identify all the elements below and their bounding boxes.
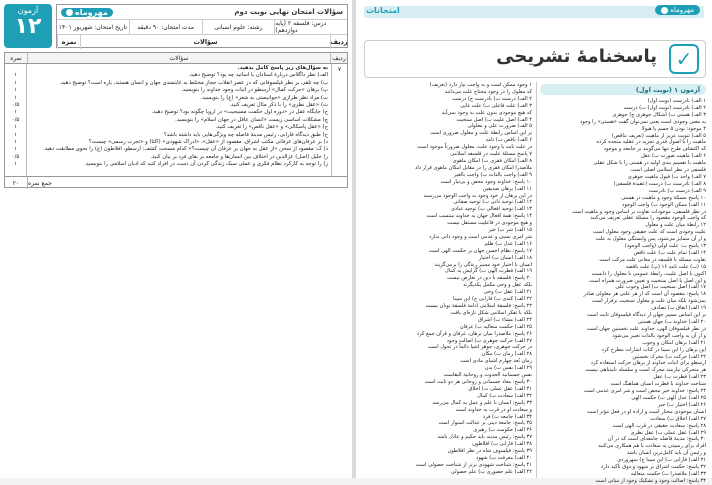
answer-line: ارسطو برای اثبات خداوند از برهان حرکت استفاده کرد [590,360,706,367]
answer-line: ۱ وجود ممکن است و به واجب نیاز دارد (تعریف) [429,82,532,88]
answer-line: ۱۳ الف) توحید افعالی ب) توحید عبادی [450,206,532,213]
score-cell: ۱ [14,139,17,146]
answer-line: ۳۴ پاسخ: اصالت وجود و تشکیک وجود از مبانی است [595,477,706,484]
answer-line: ۲۱ الف) عقل ب) وحی [483,289,532,296]
question-number: ۷ [331,64,347,176]
answer-line: ۵ الف) ثنویت عزیز از ماهیت (تعریف تناقض) [611,132,706,139]
answer-line: هر متحرکی نیازمند محرک است و سلسله نامتناهی نیست [585,367,706,374]
q-row-head: ردیف [330,53,347,63]
answer-line: زمان بُعد چهارم اشیای مادی است [460,358,532,365]
answer-line: ۲۰ پاسخ: فلسفه با دین در تعارض نیست [447,275,532,282]
exam-info-row [57,20,347,35]
answer-line: ۳۸ الف) فارابی ب) افلاطون [472,441,532,448]
score-cell: ۱ [14,146,17,153]
score-cell: ۱ [14,79,17,86]
answer-line: و رئیس آن باید کامل‌ترین انسان باشد [627,450,706,457]
answer-line: که هیچ موجودی بدون علت به وجود نمی‌آید [441,109,532,116]
question-line: چ) مشکلات اساسی زیست «انسان عاقل در جهان اسلام» را بنویسید. [175,116,328,123]
answer-line: ۲۸ الف) زمان ب) مکان [481,351,532,358]
answer-line: بر این اساس رابطهٔ علت و معلول ضروری است [430,130,532,137]
answer-line: ۲۳ پاسخ: فلسفهٔ اسلامی ادامهٔ فلسفهٔ یونان نیست [425,303,532,309]
answer-line: ۱۱ الف) برهان صدیقین [482,185,532,192]
total-row [5,176,347,189]
answer-line: ۱۲ رابطهٔ میان علت و معلول [645,222,706,229]
publisher-logo [61,8,113,17]
answer-line: ۵ الف) ضرورت علی و معلولی [467,123,532,130]
answer-line: ۳۰ پاسخ: مدینهٔ فاضله جامعه‌ای است که در آن [607,436,706,443]
answer-line: ۱۹ الف) فطرت الهی ب) گرایش به کمال [445,268,532,275]
logo-text: مهروماه [75,7,108,17]
answer-line: ۱۹ الف) اتفاق ب) تصادف [651,305,706,312]
answer-line: در این برهان از خود وجود به واجب الوجود می‌رسند [423,192,532,199]
score-cell: ۱ [14,87,17,94]
answer-line: بلکه با تفکر اسلامی شکل تازه‌ای یافت [450,309,532,316]
exam-info-cell: رشته: علوم انسانی [202,20,275,34]
answer-line: ۲۲ الف) حرکت ب) محرک نخستین [632,353,706,360]
answer-line: و از آن متمایز می‌شود، پس وابستگی معلول به علت [595,236,706,243]
exam-info-cell: درس: فلسفه ۲ (پایه دوازدهم) [274,20,347,34]
answer-line: ۲۰ الف) خداوند ب) جهان هستی [637,319,706,325]
answer-line: ۳۷ پاسخ: رئیس مدینه باید حکیم و عادل باشد [437,434,532,441]
answer-line: علیت وجودی است که علت حقیقی وجود معلول است [593,229,706,236]
answer-line: فلسفی در نظر اسلامی اصلی است. [629,167,706,174]
row-header: ردیف [330,35,347,49]
answer-line: افراد برای رسیدن به سعادت با هم همکاری می‌کنند [598,443,706,450]
answer-line: ۲۷ الف) اخلاق ب) سعادت [650,415,706,422]
questions-header: سؤالات [80,35,330,49]
answer-line: ۱۵ (ب) علت تامه ۱۶ (پ) علت ناقصه [625,263,706,270]
answer-top-bar [356,0,712,22]
answer-line: ۲۶ پاسخ: ملاصدرا میان برهان، عرفان و قرآن جمع کرد [416,330,532,337]
score-cell: ۰/۵ [11,116,20,123]
answer-line: که واجب الوجود مقصود را مسئلهٔ عقلی تعریف می‌کنند [590,215,706,222]
answer-line: ۲۵ الف) عدل الهی ب) حکمت الهی [631,394,706,401]
answer-line: ۱۰ پاسخ: خداوند وجود محض و بی‌نیاز است [440,178,532,185]
exam-header [4,4,348,48]
score-cell [5,65,26,72]
answer-line: ۹ الف) درست ب) نادرست [648,187,706,194]
exam-number: ۱۲ [14,14,42,39]
answer-line: ۸ الف) امکان فقری ب) امکان ماهوی [452,157,532,164]
right-page [356,0,712,484]
score-cell: ۱ [14,131,17,138]
total-label: جمع نمره [28,179,52,187]
answer-line: ۴۱ پاسخ: شناخت شهودی برتر از شناخت حصولی است [415,461,532,468]
top-logo-text: مهروماه [670,6,694,14]
answer-line: ۳ الف) علت فاعلی ب) علت غایی [460,102,532,109]
answer-line: ۸ الف) نادرست ب) درست (عقیدهٔ فلسفی) [613,180,706,187]
column-divider [536,82,537,478]
score-cell: ۱ [14,72,17,79]
score-cell: ۱ [14,94,17,101]
top-publisher-logo [655,5,700,15]
score-cell: ۰/۵ [11,153,20,160]
answer-line: ۲۴ الف) مشاء ب) اشراق [477,316,532,323]
answer-line: و از آن به واجب الوجود بالذات تعبیر می‌شود [612,332,706,339]
answer-line: ۱۱ الف) ممکن الوجود ب) واجب الوجود [622,201,706,208]
question-line: ز) را توجه به کارکرد نظام فکری و عملی سبک زندگی کردن آن دست در افراد کنید که ادیان اسلامی را بنویسید. [84,161,328,168]
exam-title: سؤالات امتحان نهایی نوبت دوم [234,8,343,16]
answer-line: نمی‌شود بلکه میان علت و معلول سنخیت برقرار است [592,298,706,305]
question-line: ث) «عقل نظری» را با ذکر مثال تعریف کنید. [229,102,328,109]
score-cell: ۱ [14,124,17,131]
answer-line: ۱۵ الف) شر ب) خیر [488,227,532,234]
answer-line: ۱۳ پاسخ ب: علت اولی (واجب الوجود) [624,243,706,250]
answer-line: ۲۹ الف) نفس ب) بدن [484,365,532,372]
answer-line: شناخت خداوند با فطرت انسان هماهنگ است [610,381,706,388]
score-cell: ۱ [14,161,17,168]
answer-line: ۲۲ الف) کندی ب) فارابی ج) ابن سینا [453,296,532,303]
answer-line: ۱۸ پاسخ: مقصود آن است که از هر علتی هر معلولی صادر [583,291,706,298]
answer-line: ۱۲ الف) توحید ذاتی ب) توحید صفاتی [453,199,532,206]
answer-line: ۲۷ الف) حرکت جوهری ب) اصالت وجود [446,337,532,344]
answer-line: ۲۱ الف) برهان امکان و وجوب [642,339,706,346]
question-line: د) بر عرفان‌های عرفانی مکتب اشراق، مقصود از «عقل»، «ادراک شهودی» (اکتا) و «تجرب رسمی» چیست؟ [88,139,328,146]
answer-line: ۴ موجود: بودن ۵ جسم یا هیولا [641,125,706,132]
answer-line: ۳۳ الف) ملاصدرا ب) حکمت متعالیه [630,470,706,477]
exam-number-label: آزمون [17,6,39,15]
answer-line: ماهیت را با اصول قدری تجزیه در عقلیه متحده کرده [596,139,706,146]
answer-line: ۴۰ الف) معرفت ب) شهود [476,454,532,461]
answer-line: ۶ الف) ناقص ب) تامه [485,137,532,144]
answer-line: ۱۷ پاسخ: نظام احسن جهان بر حکمت الهی است [428,247,532,254]
question-line: ح) «عقل پاسکالی» و «عقل ناقص» را تعریف کنید. [215,124,328,131]
answer-line: ۳۵ پاسخ: جامعهٔ دینی بر عدالت استوار است [438,420,532,427]
question-text-column [27,64,331,176]
answer-line: ۳۲ پاسخ: حکمت اشراق بر شهود و ذوق تأکید دارد [601,464,706,471]
question-line: پ) برهان «حرکت کمال» ارسطو در اثبات وجود خداوند را بنویسید. [180,87,328,94]
answer-line: انسان موجودی مختار است و اراده او در فعل مؤثر است [587,408,706,415]
answer-line: ۷ پاسخ مسئلهٔ علیت در فلسفه اسلامی [450,151,532,158]
answer-line: ۳۰ پاسخ: معاد جسمانی و روحانی هر دو ثابت است [424,378,532,385]
answer-line: اکنون با اصل علیت، رابطهٔ عمومی با معلول را دانست [591,270,706,277]
answer-line: نفس جسمانیة الحدوث و روحانیة البقاست [443,372,532,379]
answer-line: به معنی وجودی است یعنی نمی‌توان گفت «هستی» را وجود [580,118,706,125]
answer-line: ۳ الف) هستی ب) اشکال جوهری ج) جوهری [612,111,706,118]
answer-line: در حرکت جوهری، جوهر اشیا دائماً در تحول است [427,344,532,351]
answer-line: بر این اساس مسیر جهان از دیدگاه فیلسوفان ثابت است [587,312,706,319]
answer-line: ماهیت با تقسیم بندی اولیه در هستی را با شکل عقلی [593,160,706,167]
answer-line: ۱۰ پاسخ مسئلهٔ وجود و ماهیت در هستی [621,194,706,201]
check-icon: ✓ [669,44,699,74]
answer-line: و هیچ موجودی در فاعلیت مستقل نیست [447,220,532,227]
exam-number-box [4,4,52,48]
answer-line: در علت تامه با وجود علت، معلول ضرورتاً موجود است [417,144,532,151]
question-line: به سؤال‌های زیر پاسخ کامل بدهید. [237,65,328,71]
question-line: ذ) ک: مقصود از سخن «از عقل به جهان بر عرفان آن چیست؟» کدام مسحت کشف: ارسطو، افلاطون (ع) را نحوی مطابقت دهید. [43,146,328,153]
answer-line: ۱۴ الف) تمام علت ب) علت ناقص [633,249,706,256]
answer-line: ۲۴ پاسخ: خداوند خیر محض است و شر امری عدمی است [584,388,706,395]
answer-line: ۲۳ الف) فطرت ب) عقل [653,374,706,381]
answer-line: ۷ الف) واحد ب) قبول ماهیت جوهری [627,173,706,180]
answer-line: در نظر فلسفی، موجودات تفاوت بر اساس وجود و ماهیت است [572,208,706,215]
answer-line: ۳۱ الف) عقل عملی ب) اخلاق [468,385,532,392]
question-line: ر) خلیل (اصل) عزالدین در اختلاف بین انسان‌ها و جامعه بر بقای فرد بر بیان کنید. [150,153,328,160]
answer-sheet-title: پاسخنامهٔ تشریحی [496,46,657,67]
q-questions-head: سؤالات [27,53,330,63]
questions-table [4,52,348,188]
answer-line: که اکتشاف طرح تنها می‌گویند بر جامعه و موجود [603,146,706,153]
question-line: الف) نظر داگلاس دربارهٔ استادان یا اساتید چه بود؟ توضیح دهید. [188,72,328,79]
answer-line: ۱۶ الف) عدل ب) ظلم [484,240,532,247]
answer-line: ۲۵ الف) حکمت متعالیه ب) عرفان [459,323,532,330]
exam-title-bar [56,4,348,48]
top-logo-icon [661,7,668,14]
answer-line: ۱ الف) نادرست (نوبت اول) [647,98,706,104]
answer-line: شر امری نسبی و عدمی است و وجود ذاتی ندارد [429,233,532,240]
answer-line: که معلول را در وجود محتاج علت می‌دانند [444,88,532,95]
score-cell: ۱ [14,109,17,116]
question-line: ج) جایگاه عقل در «دوره اول حکمت مسیحیت» در اروپا چگونه بود؟ توضیح دهید. [151,109,328,116]
answers-left-column [366,82,532,478]
total-score: ۲۰ [5,177,28,189]
exam-pill [540,84,706,95]
q-score-head: نمره [10,54,22,62]
score-cell: ۰/۵ [11,102,20,109]
answer-line: ملاصدرا امکان فقری را در مقابل امکان ماهوی قرار داد [415,164,532,171]
answer-line: ۳۳ پاسخ: انسان با علم و عمل به کمال می‌رسد [432,399,532,406]
answer-line: ۲۸ پاسخ: سعادت حقیقی در قرب الهی است [612,422,706,429]
answer-line: در نظر فیلسوفان الهی، خداوند علت نخستین جهان است [586,325,706,332]
answer-line: این برهان را ابن سینا در کتاب اشارات مطرح کرد [601,346,706,353]
answer-line: ۲ الف) نادرست (نوبت اول) ب) درست [623,104,706,111]
answer-line: ۲ الف) درست ب) نادرست ج) درست [452,95,532,102]
answer-line: ۳۲ الف) سعادت ب) کمال [477,392,532,399]
answer-line: و سعادت او در قرب به خداوند است [455,406,532,413]
answer-line: و این اصل با اصل سنخیت و تعیین ضرورت همراه است. [587,277,706,284]
answer-line: ۹ الف) واجب بالذات ب) واجب بالغیر [453,171,532,178]
answer-line: تفاوت مسئله با فلسفه در معانی علت مرکب است. [597,256,706,263]
answer-line: ۴ الف) اصل علیت ب) اصل سنخیت [456,116,532,123]
answer-line: ۳۹ پاسخ: فیلسوف شاه در نظر افلاطون [447,448,532,455]
answer-line: ۳۶ الف) حکومت ب) رهبری [473,427,532,434]
logo-icon [66,9,73,16]
exam-pill-label: آزمون ۱ (نوبت اول) [635,85,700,94]
table-header-row [57,35,347,49]
answer-line: انسان با اختیار خود مسیر زندگی را برمی‌گزیند [434,261,532,268]
answer-line: ۳۱ الف) فارابی ب) ابن سینا ج) سهروردی [617,457,706,464]
answer-sheet-banner [364,40,706,78]
question-line: خ) طبق دیدگاه فارابی، رئیس مدینهٔ فاضله چه ویژگی‌هایی باید داشته باشد؟ [163,131,328,138]
answer-line: ۱۸ الف) انسان ب) اختیار [478,254,532,261]
exam-info-cell: مدت امتحان: ۹۰ دقیقه [129,20,202,34]
answer-line: ۱۴ پاسخ: همهٔ افعال جهان به خداوند منتسب است [426,213,532,220]
answer-line: بلکه عقل و وحی مکمل یکدیگرند [463,282,532,289]
answer-line: ۴۲ الف) علم حضوری ب) علم حصولی [450,468,532,475]
left-page [0,0,352,478]
score-column [5,64,27,176]
answer-line: ۱۷ الف) اصل سنخیت ب) اصل وجوب علی [615,284,706,291]
answers-right-column [540,82,706,484]
question-line: ت) مراد نظر طرازی «جوانیستی به شعر» (ع) را بنویسید. [200,94,328,101]
answer-line: ۲۹ الف) عقل عملی ب) عقل نظری [630,429,706,436]
answer-line: ۳۴ الف) جامعه ب) فرد [482,413,532,420]
answer-line: ۲۶ الف) اختیار ب) جبر [657,401,706,408]
question-line: ب) چه تلقی بر نظر قیلسوفانی که در عصر انقلاب حجاز مختلط به غایتمندی جهان و انسان هستند، باره است؟ توضیح دهید. [59,79,328,86]
exam-info-cell: تاریخ امتحان: شهریور ۱۴۰۱ [58,23,127,31]
score-header: نمره [57,35,80,49]
section-label: امتحانات [366,6,400,15]
answer-line: ۶ الف) ماهیت صورت ب) عقل [640,153,706,160]
